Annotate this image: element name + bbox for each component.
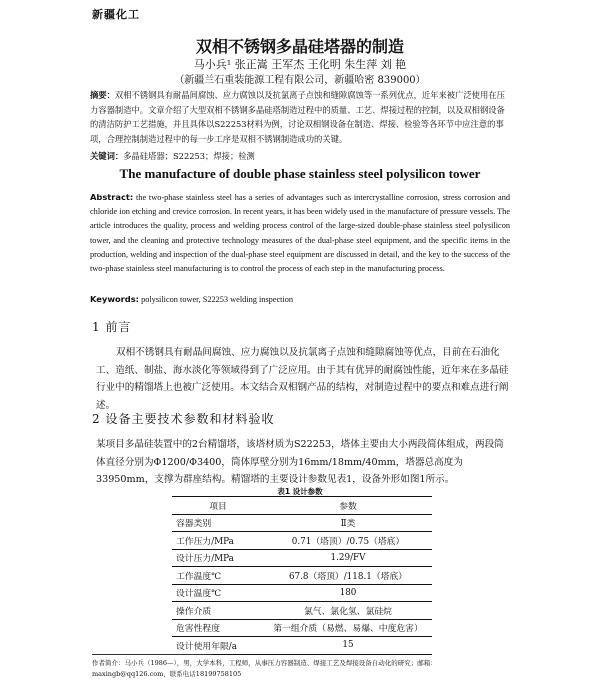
abstract-cn-label: 摘要： (90, 90, 115, 100)
table-cell: 工作温度℃ (172, 567, 264, 585)
table-cell: 氯气、氯化氢、氯硅烷 (264, 602, 432, 620)
abstract-en-text: the two-phase stainless steel has a series of advantages such as intercrystalline corrosion, stress corrosion and chloride ion etching and crevice corrosion. In recent years, it has been widely used in the manufacture of pressure vessels. The article introduces the quality, process and welding process control of the large-sized double-phase stainless steel polysilicon tower, and the cleaning and protective technology measures of the dual-phase steel equipment, and the specific items in the production, welding and inspection of the dual-phase steel equipment are discussed in detail, and the key to the success of the two-phase stainless steel manufacturing is to control the process of each step in the manufacturing process. (90, 193, 510, 274)
table-header-cell: 参数 (264, 497, 432, 515)
table-row (172, 584, 432, 602)
keywords-en-text: polysilicon tower, S22253 welding inspection (141, 295, 294, 304)
table-cell: 0.71（塔顶）/0.75（塔底） (264, 532, 432, 550)
abstract-en-label: Abstract: (90, 192, 134, 202)
section-1-heading: 1 前言 (92, 320, 132, 334)
footnote-line: 作者简介：马小兵（1986—），男，大学本科，工程师，从事压力容器制造、焊接工艺及焊接设备自动化的研究；邮箱： (92, 659, 437, 667)
table-cell: 设计压力/MPa (172, 549, 264, 567)
keywords-en-label: Keywords: (90, 294, 139, 304)
abstract-cn-text: 双相不锈钢具有耐晶间腐蚀、应力腐蚀以及抗氯离子点蚀和缝隙腐蚀等一系列优点，近年来被广泛使用在压力容器制造中。文章介绍了大型双相不锈钢多晶硅塔制造过程中的质量、工艺、焊接过程的控制，以及双相钢设备的清洁防护工艺措施，并且具体以S22253材料为例，讨论双相钢设备在制造、焊接、检验等各环节中应注意的事项，合理控制制造过程中的每一步工序是双相不锈钢制造成功的关键。 (90, 90, 505, 144)
affiliation: （新疆兰石重装能源工程有限公司，新疆哈密 839000） (174, 75, 426, 86)
table-cell: 67.8（塔顶）/118.1（塔底） (264, 567, 432, 585)
table-row (172, 637, 432, 655)
keywords-cn (90, 150, 510, 162)
table-cell: Ⅱ类 (264, 514, 432, 532)
table-row (172, 567, 432, 585)
table-row (172, 602, 432, 620)
table-header-row (172, 497, 432, 515)
table-row (172, 532, 432, 550)
abstract-en (90, 190, 510, 276)
table-cell: 1.29/FV (264, 549, 432, 567)
table-row (172, 549, 432, 567)
section-1-body: 双相不锈钢具有耐晶间腐蚀、应力腐蚀以及抗氯离子点蚀和缝隙腐蚀等优点，目前在石油化工、造纸、制盐、海水淡化等领域得到了广泛应用。由于其有优异的耐腐蚀性能，近年来在多晶硅行业中的精馏塔上也被广泛使用。本文结合双相钢产品的结构，对制造过程中的要点和难点进行阐述。 (96, 347, 509, 411)
section-2-body: 某项目多晶硅装置中的2台精馏塔，该塔材质为S22253，塔体主要由大小两段简体组成，两段筒体直径分别为Φ1200/Φ3400，筒体厚壁分别为16mm/18mm/40mm，塔器总高度为33950mm，支撑为群座结构。精馏塔的主要设计参数见表1，设备外形如图1所示。 (96, 439, 504, 485)
keywords-en (90, 294, 510, 304)
table-row (172, 619, 432, 637)
paper-title-cn: 双相不锈钢多晶硅塔器的制造 (195, 37, 404, 56)
table-cell: 设计使用年限/a (172, 637, 264, 655)
author-footnote (92, 658, 532, 680)
abstract-cn (90, 88, 510, 146)
footnote-divider (92, 654, 212, 655)
section-2-heading: 2 设备主要技术参数和材料验收 (92, 412, 275, 426)
table-caption: 表1 设计参数 (277, 487, 323, 496)
table-cell: 操作介质 (172, 602, 264, 620)
table-cell: 工作压力/MPa (172, 532, 264, 550)
design-parameter-table (172, 496, 432, 655)
footnote-line: maxingb@qq126.com，联系电话18199758105 (92, 670, 242, 678)
paper-title-en: The manufacture of double phase stainless steel polysilicon tower (119, 166, 481, 181)
table-row (172, 514, 432, 532)
keywords-cn-text: 多晶硅塔器；S22253；焊接；检测 (123, 151, 255, 161)
table-cell: 危害性程度 (172, 619, 264, 637)
journal-logo: 新疆化工 (92, 8, 140, 21)
author-list: 马小兵¹ 张正嵩 王军杰 王化明 朱生萍 刘 艳 (193, 58, 407, 71)
table-cell: 第一组介质（易燃、易爆、中度危害） (264, 619, 432, 637)
table-header-cell: 项目 (172, 497, 264, 515)
keywords-cn-label: 关键词： (90, 151, 124, 161)
table-cell: 容器类别 (172, 514, 264, 532)
table-cell: 180 (264, 584, 432, 602)
table-cell: 设计温度℃ (172, 584, 264, 602)
table-cell: 15 (264, 637, 432, 655)
